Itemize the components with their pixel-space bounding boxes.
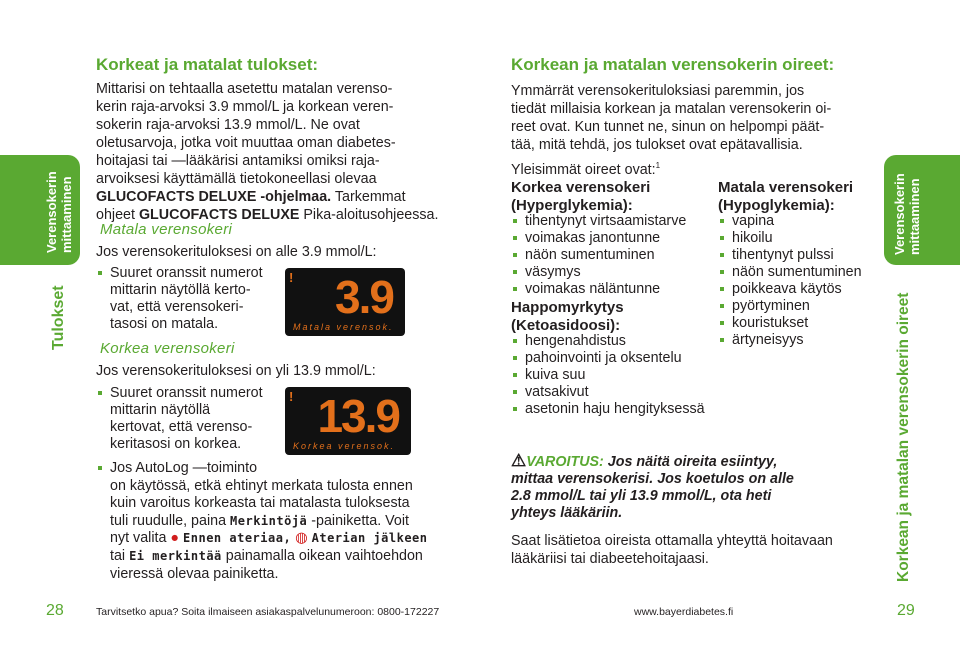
symptom-item: väsymys (511, 264, 721, 281)
advice-line: lääkäriisi tai diabeetehoitajaasi. (511, 551, 709, 567)
intro-line: arvoiksesi käyttämällä tietokoneellasi olevaa (96, 171, 377, 187)
bullet-line: mittarin näytöllä kerto- (110, 282, 251, 298)
text-fragment: tai (110, 547, 130, 564)
warning-line: mittaa verensokerisi. Jos koetulos on alle (511, 471, 794, 487)
meter-display-low (285, 268, 405, 336)
meter-value: 13.9 (317, 390, 399, 442)
right-tab-label (892, 173, 922, 255)
right-tab-line2: mittaaminen (907, 178, 922, 255)
warning-box (511, 452, 881, 522)
left-tab-label (44, 171, 74, 253)
intro-line: reet ovat. Kun tunnet ne, sinun on helpompi päät- (511, 119, 825, 135)
meter-label: Korkea verensok. (293, 441, 396, 451)
symptom-item: tihentynyt pulssi (718, 247, 878, 264)
bullet-line: keritasosi on korkea. (110, 436, 242, 452)
bullet-line: tasosi on matala. (110, 316, 219, 332)
symptom-item: vatsakivut (511, 384, 741, 401)
help-line: Tarvitsetko apua? Soita ilmaiseen asiakaspalvelunumeroon: 0800-172227 (96, 606, 440, 618)
warning-label: VAROITUS: (526, 454, 604, 470)
intro-line: kerin raja-arvoksi 3.9 mmol/L ja korkean veren- (96, 99, 394, 115)
meter-display-high (285, 387, 411, 455)
bullet-line: Suuret oranssit numerot (110, 265, 263, 281)
apple-icon: ● (170, 530, 180, 547)
before-meal-button-label: Ennen ateriaa, (183, 531, 292, 546)
low-heading: Matala verensokeri (100, 221, 233, 238)
bullet-line (110, 548, 486, 566)
bullet-line: Suuret oranssit numerot (110, 385, 263, 401)
ketoacidosis-heading (511, 299, 624, 335)
symptom-item: näön sumentuminen (718, 264, 878, 281)
low-bullet-list (96, 265, 286, 333)
heading-line: (Hyperglykemia): (511, 197, 633, 214)
hyperglycemia-heading (511, 179, 650, 215)
low-text: Jos verensokerituloksesi on alle 3.9 mmol/L: (96, 244, 377, 260)
ketoacidosis-list (511, 333, 741, 418)
right-tab-line1: Verensokerin (892, 173, 907, 255)
high-bullet-list (96, 385, 286, 453)
intro-fragment: ohjeet (96, 207, 139, 223)
page-number-left: 28 (46, 602, 64, 619)
page-number-right: 29 (897, 602, 915, 619)
common-symptoms-text: Yleisimmät oireet ovat: (511, 161, 656, 178)
heading-line: Happomyrkytys (511, 299, 624, 316)
meter-value: 3.9 (335, 271, 393, 323)
intro-line: sokerin raja-arvoksi 13.9 mmol/L. Ne ovat (96, 117, 360, 133)
bullet-line: on käytössä, etkä ehtinyt merkata tulosta ennen (110, 477, 413, 494)
bullet-line: vieressä olevaa painiketta. (110, 565, 279, 582)
warning-text: Jos näitä oireita esiintyy, (603, 454, 778, 470)
symptom-item: voimakas näläntunne (511, 281, 721, 298)
hyperglycemia-list (511, 213, 721, 298)
intro-line: tiedät millaisia korkean ja matalan verensokerin oi- (511, 101, 832, 117)
heading-line: Matala verensokeri (718, 179, 854, 196)
bullet-line (110, 513, 486, 531)
intro-fragment: Pika-aloitusohjeessa. (299, 207, 439, 223)
high-heading: Korkea verensokeri (100, 340, 235, 357)
warning-line: 2.8 mmol/L tai yli 13.9 mmol/L, ota heti (511, 488, 772, 504)
symptom-item: näön sumentuminen (511, 247, 721, 264)
advice-text (511, 532, 891, 568)
left-intro (96, 80, 476, 224)
bullet-line: vat, että verensokeri- (110, 299, 244, 315)
right-title: Korkean ja matalan verensokerin oireet: (511, 55, 835, 74)
website-link[interactable]: www.bayerdiabetes.fi (634, 606, 734, 618)
bullet-line (110, 530, 486, 548)
intro-line: Ymmärrät verensokerituloksiasi paremmin, jos (511, 83, 805, 99)
intro-line (96, 188, 476, 206)
symptom-item: kouristukset (718, 315, 878, 332)
left-side-title: Tulokset (50, 285, 67, 350)
merkintoja-button-label: Merkintöjä (230, 513, 308, 528)
advice-line: Saat lisätietoa oireista ottamalla yhteyttä hoitavaan (511, 533, 833, 549)
heading-line: (Ketoasidoosi): (511, 317, 621, 334)
apple-core-icon: ◍ (295, 530, 308, 547)
software-name: GLUCOFACTS DELUXE (138, 207, 300, 223)
intro-fragment: Tarkemmat (331, 189, 406, 205)
right-side-title: Korkean ja matalan verensokerin oireet (895, 292, 912, 582)
left-section-tab (0, 155, 80, 265)
left-title: Korkeat ja matalat tulokset: (96, 55, 319, 74)
autolog-bullet-list (96, 460, 486, 583)
text-fragment: -painiketta. Voit (307, 512, 410, 529)
symptom-item: poikkeava käytös (718, 281, 878, 298)
warning-line: yhteys lääkäriin. (511, 505, 623, 521)
symptom-item: kuiva suu (511, 367, 741, 384)
alert-icon: ! (289, 270, 294, 285)
intro-line: hoitajasi tai —lääkärisi antamiksi omiksi raja- (96, 153, 380, 169)
symptom-item: hengenahdistus (511, 333, 741, 350)
heading-line: Korkea verensokeri (511, 179, 651, 196)
text-fragment: painamalla oikean vaihtoehdon (221, 547, 423, 564)
intro-line: oletusarvoja, jotka voit muuttaa oman diabetes- (96, 135, 396, 151)
warning-line (511, 452, 881, 471)
warning-triangle-icon: ⚠ (511, 451, 527, 470)
right-intro (511, 82, 881, 154)
text-fragment: nyt valita (110, 530, 171, 547)
alert-icon: ! (289, 389, 294, 404)
software-name: GLUCOFACTS DELUXE -ohjelmaa. (96, 189, 332, 205)
symptom-item: pyörtyminen (718, 298, 878, 315)
left-tab-line1: Verensokerin (44, 171, 59, 253)
symptom-item: asetonin haju hengityksessä (511, 401, 741, 418)
high-bullet (96, 385, 286, 453)
symptom-item: vapina (718, 213, 878, 230)
high-text: Jos verensokerituloksesi on yli 13.9 mmol/L: (96, 363, 376, 379)
intro-line: tää, mitä tehdä, jos tulokset ovat epätavallisia. (511, 137, 803, 153)
symptom-item: ärtyneisyys (718, 332, 878, 349)
common-symptoms-label (511, 157, 660, 179)
meter-label: Matala verensok. (293, 322, 394, 332)
footnote-ref: 1 (655, 161, 661, 170)
autolog-bullet (96, 460, 486, 583)
symptom-item: tihentynyt virtsaamistarve (511, 213, 721, 230)
no-mark-button-label: Ei merkintää (129, 548, 222, 563)
bullet-line: kuin varoitus korkeasta tai matalasta tuloksesta (110, 495, 410, 512)
bullet-line: Jos AutoLog —toiminto (110, 460, 258, 476)
symptom-item: voimakas janontunne (511, 230, 721, 247)
after-meal-button-label: Aterian jälkeen (311, 531, 428, 546)
left-tab-line2: mittaaminen (59, 176, 74, 253)
symptom-item: pahoinvointi ja oksentelu (511, 350, 741, 367)
hypoglycemia-list (718, 213, 878, 349)
bullet-line: kertovat, että verenso- (110, 419, 253, 435)
symptom-item: hikoilu (718, 230, 878, 247)
low-bullet (96, 265, 286, 333)
heading-line: (Hypoglykemia): (718, 197, 835, 214)
intro-line: Mittarisi on tehtaalla asetettu matalan verenso- (96, 81, 393, 97)
hypoglycemia-heading (718, 179, 853, 215)
right-section-tab (884, 155, 960, 265)
bullet-line: mittarin näytöllä (110, 402, 211, 418)
text-fragment: tuli ruudulle, paina (110, 512, 231, 529)
